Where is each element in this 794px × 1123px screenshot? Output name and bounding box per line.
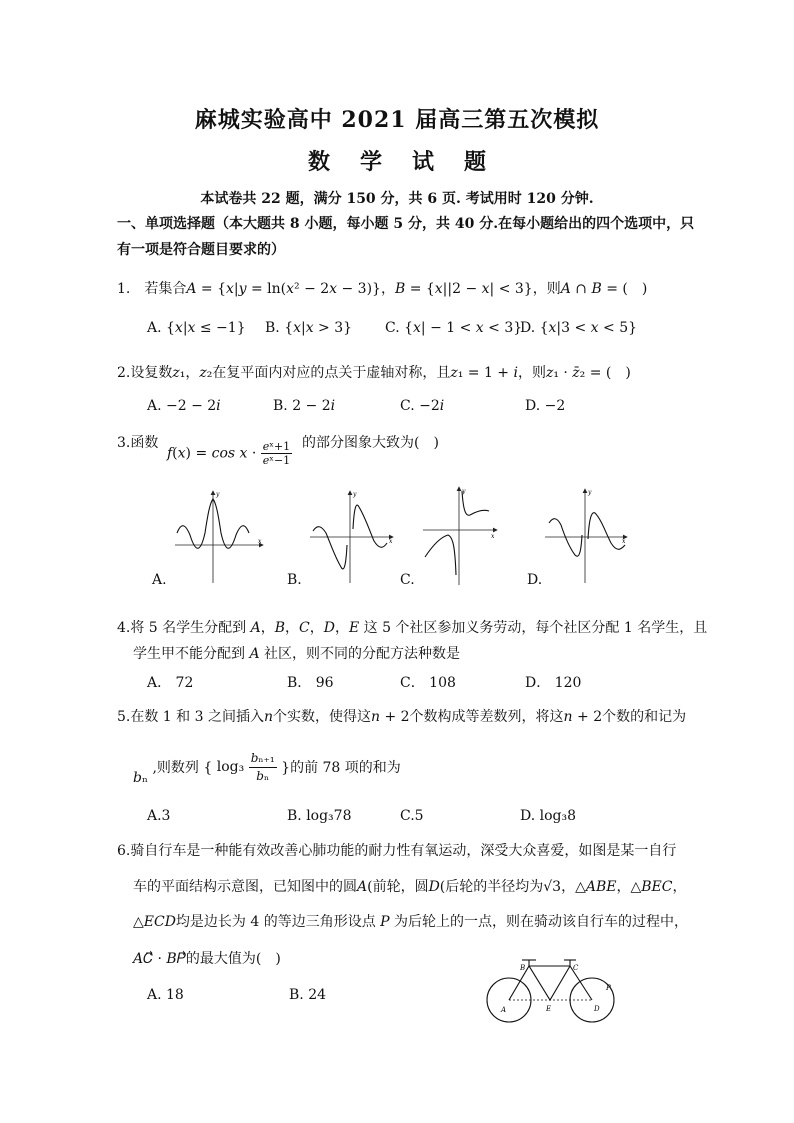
q3-option-a: A.	[152, 572, 167, 588]
fig-label-a: A	[501, 1006, 507, 1014]
q5-bn: 𝑏ₙ	[133, 770, 149, 786]
q2-option-d: D. −2	[525, 398, 566, 414]
fig-label-d: D	[594, 1005, 600, 1013]
exam-title: 麻城实验高中 2021 届高三第五次模拟	[194, 107, 600, 133]
q3-formula-left: 𝑓(𝑥) = 𝑐𝑜𝑠 𝑥 ·	[167, 445, 257, 462]
q5-text-a: ,则数列 {	[152, 760, 213, 776]
q1-option-b: B. {𝑥|𝑥 > 3}	[265, 320, 353, 336]
question-1-stem: 1. 若集合𝐴 = {𝑥|𝑦 = ln(𝑥² − 2𝑥 − 3)}，𝐵 = {𝑥||2 − 𝑥| < 3}，则𝐴 ∩ 𝐵 = ( )	[117, 281, 648, 297]
section-heading-line1: 一、单项选择题（本大题共 8 小题，每小题 5 分，共 40 分.在每小题给出的四个选项中，只	[117, 216, 695, 232]
q4-option-d: D． 120	[525, 675, 582, 691]
q4-option-a: A． 72	[147, 675, 194, 691]
question-6-line3: △𝐸𝐶𝐷均是边长为 4 的等边三角形设点 𝑃 为后轮上的一点，则在骑动该自行车的过程中，	[133, 914, 689, 930]
q3-option-c: C.	[400, 572, 415, 588]
fig-label-p: P	[606, 984, 611, 992]
question-4-line2: 学生甲不能分配到 𝐴 社区，则不同的分配方法种数是	[133, 646, 461, 662]
question-4-line1: 4.将 5 名学生分配到 𝐴，𝐵，𝐶，𝐷，𝐸 这 5 个社区参加义务劳动，每个社区分配 1 名学生，且	[117, 620, 708, 636]
question-2-stem: 2.设复数𝑧₁，𝑧₂在复平面内对应的点关于虚轴对称，且𝑧₁ = 1 + 𝑖，则𝑧₁ · 𝑧̄₂ = ( )	[117, 365, 631, 381]
q5-option-b: B. log₃78	[287, 808, 352, 824]
q3-fraction	[261, 440, 292, 467]
q2-option-a: A. −2 − 2𝑖	[147, 398, 221, 414]
q1-option-c: C. {𝑥| − 1 < 𝑥 < 3}	[385, 320, 523, 336]
question-3-suffix: 的部分图象大致为( )	[302, 435, 439, 451]
q3-frac-num: 𝑒ˣ+1	[262, 440, 291, 453]
graph-c	[423, 487, 497, 585]
q5-log: log₃	[216, 759, 245, 775]
q4-option-b: B． 96	[287, 675, 334, 691]
fig-label-b: B	[520, 964, 526, 972]
fig-label-c: C	[573, 964, 579, 972]
q5-frac-num: 𝑏ₙ₊₁	[249, 750, 277, 768]
q5-option-d: D. log₃8	[520, 808, 577, 824]
q5-option-a: A.3	[147, 808, 171, 824]
graph-b-y-label: y	[353, 491, 357, 498]
q6-option-b: B. 24	[289, 987, 327, 1003]
q3-option-b: B.	[287, 572, 302, 588]
question-6-line2: 车的平面结构示意图，已知图中的圆𝐴(前轮，圆𝐷(后轮的半径均为√3，△𝐴𝐵𝐸，△𝐵𝐸𝐶，	[133, 879, 687, 895]
q6-option-a: A. 18	[147, 987, 184, 1003]
fig-label-e: E	[546, 1005, 552, 1013]
graph-a	[175, 491, 263, 583]
q2-option-c: C. −2𝑖	[400, 398, 445, 414]
section-heading-line2: 有一项是符合题目要求的）	[117, 242, 285, 258]
exam-info: 本试卷共 22 题，满分 150 分，共 6 页. 考试用时 120 分钟.	[200, 191, 594, 207]
graph-d	[545, 489, 627, 583]
graph-c-y-label: y	[462, 488, 466, 495]
q5-frac-den: 𝑏ₙ	[256, 768, 270, 783]
graph-b-x-label: x	[389, 538, 393, 545]
q5-option-c: C.5	[400, 808, 424, 824]
question-3-prefix: 3.函数	[117, 435, 159, 451]
graph-a-x-label: x	[258, 538, 262, 545]
bicycle-figure	[482, 948, 622, 1028]
q1-option-a: A. {𝑥|𝑥 ≤ −1}	[147, 320, 246, 336]
graph-d-y-label: y	[588, 489, 592, 496]
q1-option-d: D. {𝑥|3 < 𝑥 < 5}	[520, 320, 638, 336]
question-6-line1: 6.骑自行车是一种能有效改善心肺功能的耐力性有氧运动，深受大众喜爱，如图是某一自行	[117, 843, 677, 859]
graph-b	[310, 491, 393, 583]
q2-option-b: B. 2 − 2𝑖	[273, 398, 336, 414]
q3-frac-den: 𝑒ˣ−1	[262, 454, 291, 467]
question-5-line2	[133, 748, 401, 786]
q5-fraction	[249, 750, 277, 785]
graph-d-x-label: x	[622, 538, 626, 545]
question-3-formula	[167, 440, 292, 467]
graph-c-x-label: x	[491, 533, 495, 540]
exam-subtitle: 数学试题	[307, 149, 516, 175]
q4-option-c: C． 108	[400, 675, 456, 691]
graph-a-y-label: y	[216, 491, 220, 498]
question-5-line1: 5.在数 1 和 3 之间插入𝑛个实数，使得这𝑛 + 2个数构成等差数列，将这𝑛 + 2个数的和记为	[117, 709, 687, 725]
q5-text-b: }的前 78 项的和为	[281, 760, 401, 776]
question-6-line4: 𝐴𝐶⃗ · 𝐵𝑃⃗的最大值为( )	[133, 951, 281, 967]
q3-option-d: D.	[527, 572, 543, 588]
